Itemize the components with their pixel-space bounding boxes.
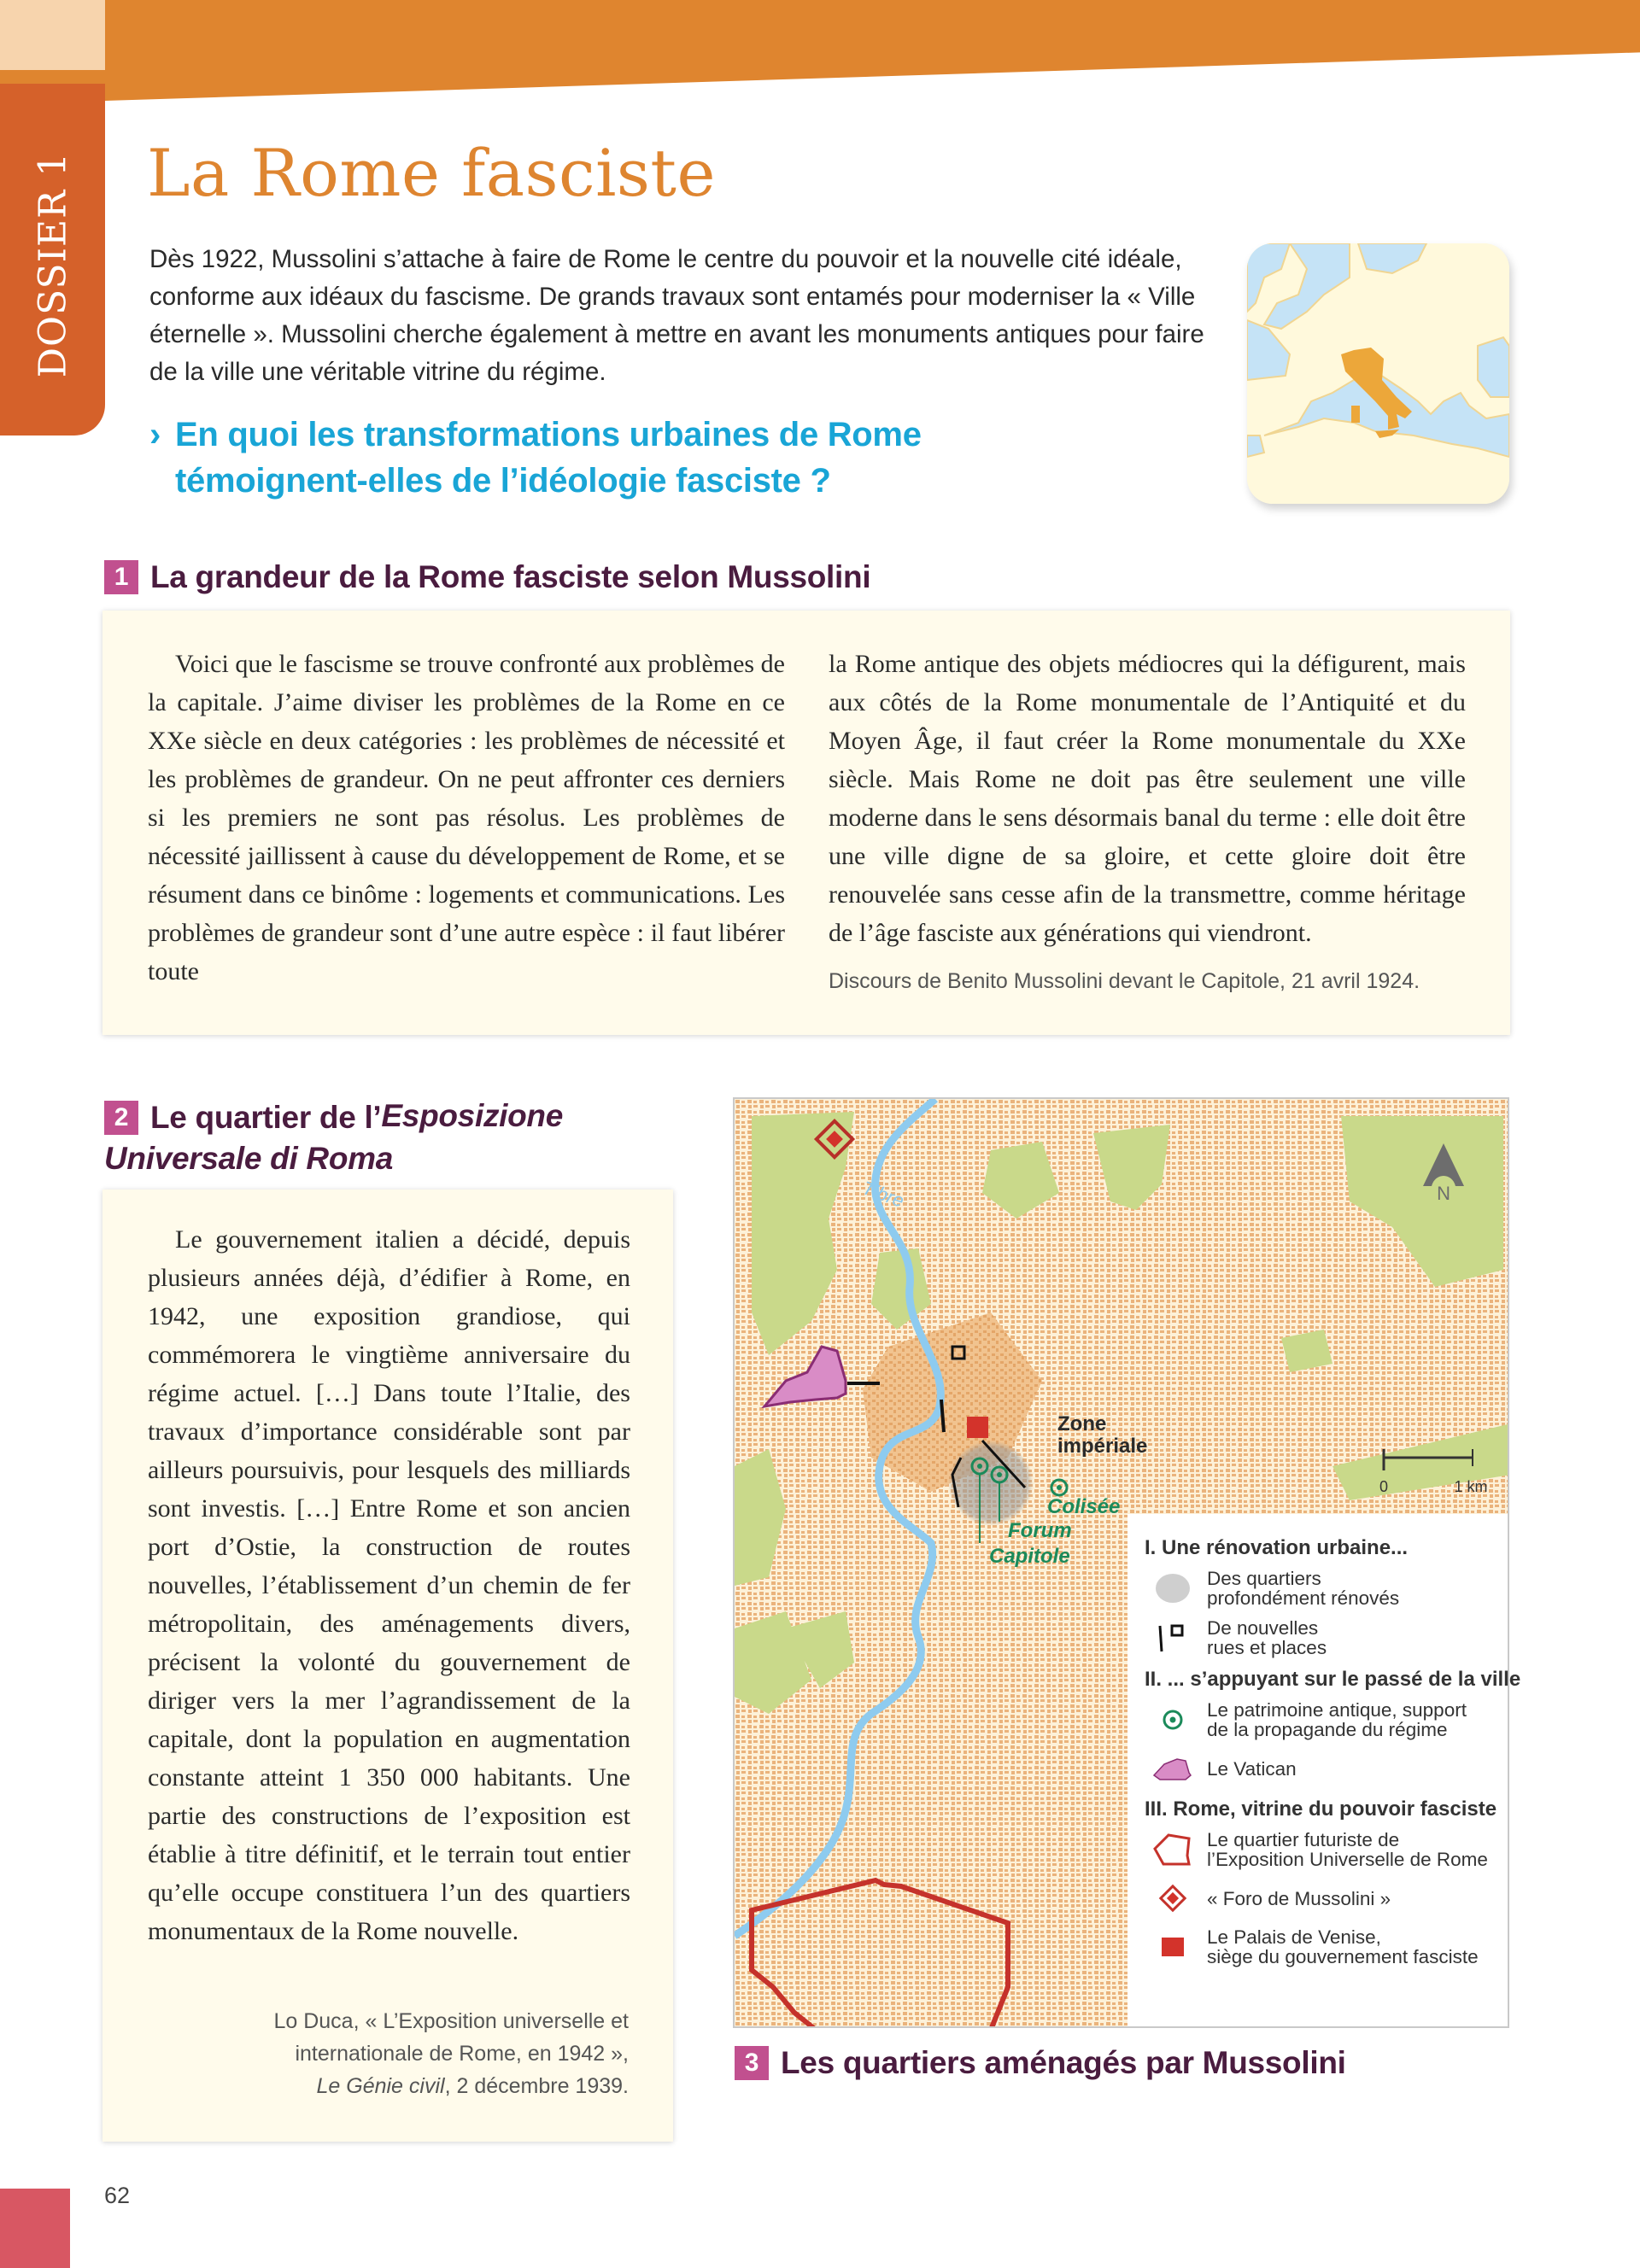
header-peach-block <box>0 0 105 70</box>
legend-item-eur: Le quartier futuriste de l’Exposition Universelle de Rome <box>1145 1830 1508 1869</box>
legend-item-vatican: Le Vatican <box>1145 1750 1508 1787</box>
svg-text:1 km: 1 km <box>1454 1478 1488 1495</box>
legend-item-foro: « Foro de Mussolini » <box>1145 1879 1508 1917</box>
legend-section-3: III. Rome, vitrine du pouvoir fasciste <box>1145 1797 1497 1821</box>
river-label: Tibre <box>859 1177 907 1212</box>
question-text: En quoi les transformations urbaines de Rome témoignent-elles de l’idéologie fasciste ? <box>175 416 922 500</box>
svg-text:0: 0 <box>1379 1478 1389 1495</box>
dossier-label: DOSSIER 1 <box>31 151 75 378</box>
doc2-body: Le gouvernement italien a décidé, depuis plusieurs années déjà, d’édifier à Rome, en 1942, une exposition grandiose, qui commémorera le vingtième anniversaire du régime actuel. […] Dans toute l’Italie, des travaux d’importance considérable sont par ailleurs poursuivis, pour lesquels des milliards sont investis. […] Entre Rome et son ancien port d’Ostie, la construction de routes nouvelles, l’établissement d’un chemin de fer métropolitain, des aménagements divers, précisent la volonté du gouvernement de diriger vers la mer l’agrandissement de la capitale, dont la population en augmentation constante atteint 1 350 000 habitants. Une partie des constructions de l’exposition est établie à titre définitif, et le terrain tout entier qu’elle occupe constituera l’un des quartiers monumentaux de la Rome nouvelle. <box>148 1225 630 1945</box>
locator-map-europe <box>1247 243 1509 504</box>
doc2-title-plain: Le quartier de l’ <box>150 1100 382 1136</box>
doc2-source-date: , 2 décembre 1939. <box>444 2074 629 2098</box>
page-title: La Rome fasciste <box>147 135 716 211</box>
palazzo-venezia-marker <box>967 1417 988 1438</box>
grey-blob-icon <box>1156 1574 1190 1603</box>
doc2-heading <box>104 1096 702 1179</box>
page-number: 62 <box>104 2183 131 2208</box>
doc1-source: Discours de Benito Mussolini devant le Capitole, 21 avril 1924. <box>829 969 1420 993</box>
doc3-number-badge: 3 <box>735 2046 769 2080</box>
red-square-icon <box>1162 1938 1184 1956</box>
doc2-number-badge: 2 <box>104 1101 138 1135</box>
capitole-label: Capitole <box>989 1545 1070 1568</box>
locator-map-svg <box>1247 243 1509 504</box>
legend-item-heritage: Le patrimoine antique, support de la propagande du régime <box>1145 1700 1508 1739</box>
legend-item-palais: Le Palais de Venise, siège du gouvernement fasciste <box>1145 1927 1508 1967</box>
doc1-column-1: Voici que le fascisme se trouve confronté aux problèmes de la capitale. J’aime diviser les problèmes de la Rome en ce XXe siècle en deux catégories : les problèmes de nécessité et les problèmes de grandeur. On ne peut affronter ces derniers si les premiers ne sont pas résolus. Les problèmes de nécessité jaillissent à cause du développement de Rome, et se résument dans ce binôme : logements et communications. Les problèmes de grandeur sont d’une autre espèce : il faut libérer toute <box>148 650 785 985</box>
doc2-quote-box <box>102 1190 673 2142</box>
legend-item-streets: De nouvelles rues et places <box>1145 1618 1508 1657</box>
problem-question <box>149 412 1055 504</box>
doc2-source-journal: Le Génie civil <box>316 2074 445 2098</box>
legend-section-1: I. Une rénovation urbaine... <box>1145 1536 1409 1559</box>
intro-paragraph: Dès 1922, Mussolini s’attache à faire de Rome le centre du pouvoir et la nouvelle cité idéale, conforme aux idéaux du fascisme. De grands travaux sont entamés pour moderniser la « Ville éternelle ». Mussolini cherche également à mettre en avant les monuments antiques pour faire de la ville une véritable vitrine du régime. <box>149 245 1204 386</box>
doc1-number-badge: 1 <box>104 560 138 594</box>
colisee-label: Colisée <box>1047 1495 1121 1518</box>
foro-diamond-icon <box>1156 1881 1190 1915</box>
doc2-source-line-1: Lo Duca, « L’Exposition universelle et <box>273 2009 629 2033</box>
doc1-heading <box>104 555 870 598</box>
street-square-icon <box>1151 1621 1194 1655</box>
heritage-target-icon <box>1160 1707 1186 1733</box>
doc2-source-line-2: internationale de Rome, en 1942 », <box>295 2042 629 2066</box>
svg-text:N: N <box>1437 1183 1450 1204</box>
doc2-source <box>273 2005 629 2102</box>
header-band <box>105 0 1640 101</box>
zone-imperiale-label: Zone impériale <box>1057 1412 1148 1458</box>
doc3-heading <box>735 2041 1346 2084</box>
doc2-title-italic-2: Universale di Roma <box>104 1141 394 1177</box>
vatican-icon <box>1151 1754 1194 1783</box>
legend-section-2: II. ... s’appuyant sur le passé de la ville <box>1145 1668 1521 1691</box>
page-corner-tab <box>0 2189 70 2268</box>
doc2-title-italic-1: Esposizione <box>381 1098 563 1133</box>
header-band-left <box>0 70 105 84</box>
doc1-quote-box <box>102 611 1510 1035</box>
legend-item-renovated: Des quartiers profondément rénovés <box>1145 1569 1508 1608</box>
doc3-title: Les quartiers aménagés par Mussolini <box>781 2045 1346 2081</box>
forum-label: Forum <box>1008 1519 1072 1542</box>
doc1-title: La grandeur de la Rome fasciste selon Mussolini <box>150 559 871 595</box>
doc1-column-2: la Rome antique des objets médiocres qui la défigurent, mais aux côtés de la Rome monumentale de l’Antiquité et du Moyen Âge, il faut créer la Rome monumentale du XXe siècle. Mais Rome ne doit pas être seulement une ville moderne dans le sens désormais banal du terme : elle doit être une ville digne de sa gloire, et cette gloire doit être renouvelée sans cesse afin de la transmettre, comme héritage de l’âge fasciste aux générations qui viendront. <box>829 650 1466 947</box>
map-legend <box>1128 1514 1521 2026</box>
chevron-right-icon: › <box>149 416 161 453</box>
eur-outline-icon <box>1151 1832 1194 1868</box>
